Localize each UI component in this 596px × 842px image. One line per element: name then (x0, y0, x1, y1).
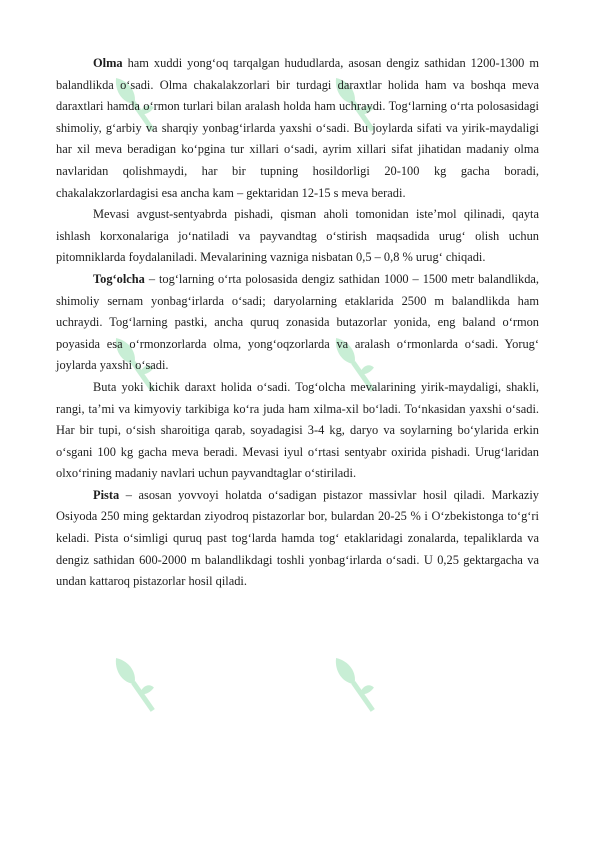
term-olma: Olma (93, 56, 123, 70)
paragraph-text: – asosan yovvoyi holatda o‘sadigan pistazor massivlar hosil qiladi. Markaziy Osiyoda 250 ming gektardan ziyodroq pistazorlar bor, bulardan 20-25 % i O‘zbekistonga to‘g‘ri keladi. Pista o‘simligi quruq past tog‘larda hamda tog‘ etaklaridagi zonalarda, tepaliklarda va dengiz sathidan 600-2000 m balandlikdagi toshli yonbag‘irlarda o‘sadi. U 0,25 gektargacha va undan kattaroq pistazorlar hosil qiladi. (56, 487, 539, 589)
document-body (56, 53, 539, 593)
paragraph-text: Mevasi avgust-sentyabrda pishadi, qisman aholi tomonidan iste’mol qilinadi, qayta ishlash korxonalariga jo‘natiladi va payvandtag o‘stirish maqsadida urug‘ olish uchun pitomniklarda foydalaniladi. Mevalarining vazniga nisbatan 0,5 – 0,8 % urug‘ chiqadi. (56, 207, 539, 265)
paragraph-text: ham xuddi yong‘oq tarqalgan hududlarda, asosan dengiz sathidan 1200-1300 m balandlikda o‘sadi. Olma chakalakzorlari bir turdagi daraxtlar holida ham va boshqa meva daraxtlari hamda o‘rmon turlari bilan aralash holda ham uchraydi. Tog‘larning o‘rta polosasidagi shimoliy, g‘arbiy va sharqiy yonbag‘irlarda yaxshi o‘sadi. Bu joylarda sifati va yirik-maydaligi har xil meva beradigan ko‘pgina tur xillari o‘sadi, ayrim xillari sifat jihatidan madaniy olma navlaridan qolishmaydi, har bir tupning hosildorligi 20-100 kg gacha boradi, chakalakzorlardagisi esa ancha kam – gektaridan 12-15 s meva beradi. (56, 56, 539, 200)
watermark-icon (321, 647, 389, 724)
paragraph-togolcha-fruit (56, 377, 539, 485)
term-pista: Pista (93, 487, 120, 502)
paragraph-text: Buta yoki kichik daraxt holida o‘sadi. Tog‘olcha mevalarining yirik-maydaligi, shakli, rangi, ta’mi va kimyoviy tarkibiga ko‘ra juda ham xilma-xil bo‘ladi. To‘nkasidan yaxshi o‘sadi. Har bir tupi, o‘sish sharoitiga qarab, soyadagisi 3-4 kg, daryo va soylarning bo‘ylarida erkin o‘sgani 100 kg gacha meva beradi. Mevasi iyul o‘rtasi sentyabr oxirida pishadi. Urug‘laridan olxo‘rining madaniy navlari uchun payvandtaglar o‘stiriladi. (56, 379, 539, 481)
term-togolcha: Tog‘olcha (93, 271, 145, 286)
paragraph-pista (56, 485, 539, 593)
paragraph-togolcha (56, 269, 539, 377)
paragraph-olma (56, 53, 539, 204)
watermark-icon (101, 647, 169, 724)
paragraph-text: – tog‘larning o‘rta polosasida dengiz sathidan 1000 – 1500 metr balandlikda, shimoliy sernam yonbag‘irlarda o‘sadi; daryolarning etaklarida 2500 m balandlikda ham uchraydi. Tog‘larning pastki, ancha quruq zonasida butazorlar yonida, eng baland o‘rmon poyasida esa o‘rmonzorlarda olma, yong‘oqzorlarda va aralash o‘rmonlarda o‘sadi. Yorug‘ joylarda yaxshi o‘sadi. (56, 271, 539, 373)
paragraph-olma-harvest (56, 204, 539, 269)
